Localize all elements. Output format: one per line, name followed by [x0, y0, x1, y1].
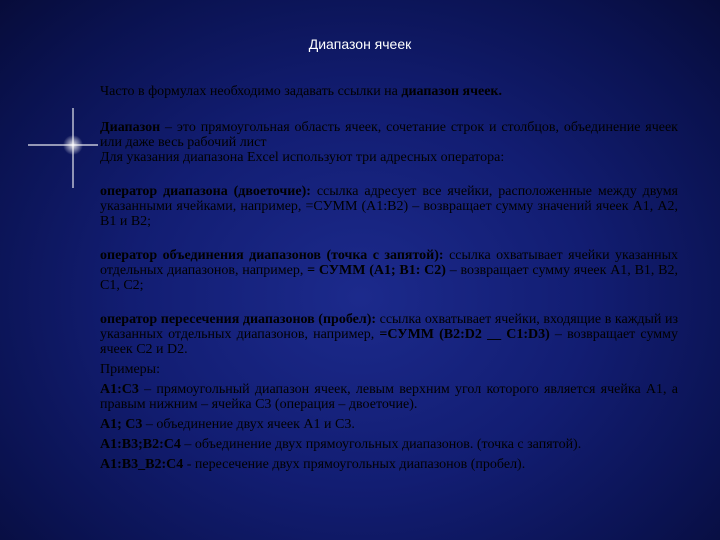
- paragraph-example-intersection: А1:В3_В2:С4 - пересечение двух прямоугольных диапазонов (пробел).: [100, 457, 526, 472]
- paragraph-example-range: А1:С3 – прямоугольный диапазон ячеек, левым верхним угол которого является ячейка А1, а правым нижним – ячейка С3 (операция – двоеточие).: [100, 382, 678, 412]
- paragraph-example-union-ranges: А1:В3;В2:С4 – объединение двух прямоугольных диапазонов. (точка с запятой).: [100, 437, 582, 452]
- paragraph-definition: Диапазон – это прямоугольная область ячеек, сочетание строк и столбцов, объединение ячеек или даже весь рабочий лист: [100, 120, 678, 150]
- paragraph-intersection-operator: оператор пересечения диапазонов (пробел): ссылка охватывает ячейки, входящие в каждый из указанных отдельных диапазонов, например, =СУММ (В2:D2 __ C1:D3) – возвращает сумму ячеек С2 и D2.: [100, 312, 678, 357]
- paragraph-intro: Часто в формулах необходимо задавать ссылки на диапазон ячеек.: [100, 84, 502, 99]
- paragraph-range-operator: оператор диапазона (двоеточие): ссылка адресует все ячейки, расположенные между двумя указанными ячейками, например, =СУММ (А1:В2) – возвращает сумму значений ячеек А1, А2, В1 и В2;: [100, 184, 678, 229]
- slide-body: [100, 84, 678, 472]
- paragraph-examples-heading: Примеры:: [100, 362, 160, 377]
- page-title: Диапазон ячеек: [308, 36, 412, 52]
- sparkle-star-icon: [28, 108, 98, 188]
- paragraph-union-operator: оператор объединения диапазонов (точка с запятой): ссылка охватывает ячейки указанных отдельных диапазонов, например, = СУММ (А1; В1: С2) – возвращает сумму ячеек А1, В1, В2, С1, С2;: [100, 248, 678, 293]
- paragraph-example-union-cells: А1; С3 – объединение двух ячеек А1 и С3.: [100, 417, 355, 432]
- paragraph-operators-intro: Для указания диапазона Excel используют три адресных оператора:: [100, 150, 505, 165]
